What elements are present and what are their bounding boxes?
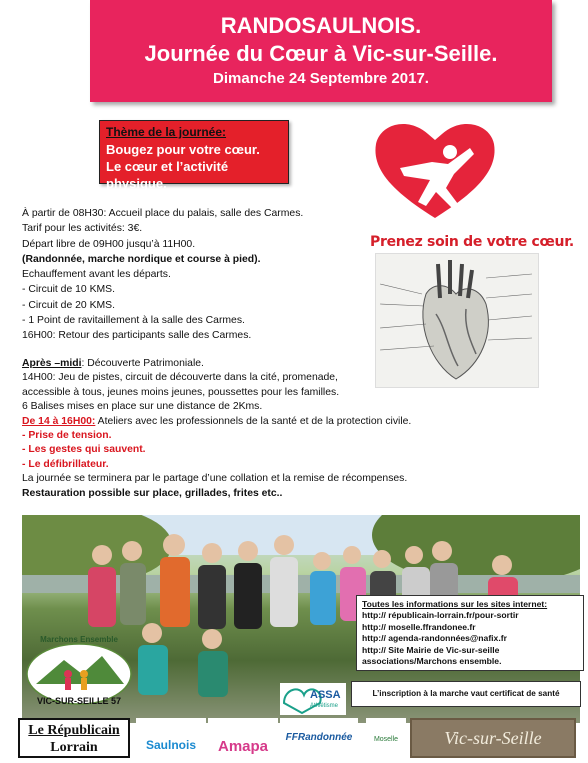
theme-line-2: Le cœur et l’activité physique.	[106, 159, 229, 191]
info-heading: Toutes les informations sur les sites internet:	[362, 599, 548, 609]
banner-subtitle: Journée du Cœur à Vic-sur-Seille.	[144, 41, 498, 66]
health-certificate-note: L’inscription à la marche vaut certificat de santé	[351, 681, 581, 707]
republicain-line1: Le Républicain	[28, 723, 120, 738]
program-line: - 1 Point de ravitaillement à la salle des Carmes.	[22, 315, 245, 327]
food-line: Restauration possible sur place, grillades, frites etc..	[22, 487, 283, 499]
program-line: À partir de 08H30: Accueil place du palais, salle des Carmes.	[22, 208, 304, 219]
workshop-item: - Les gestes qui sauvent.	[22, 444, 146, 456]
marchons-ensemble-logo	[24, 630, 134, 710]
afternoon-heading	[22, 357, 482, 371]
theme-heading: Thème de la journée:	[106, 125, 227, 139]
morning-program	[22, 206, 367, 344]
program-line: - Circuit de 10 KMS.	[22, 284, 115, 296]
moselle-logo: Moselle	[366, 718, 406, 758]
program-line: Tarif pour les activités: 3€.	[22, 223, 143, 235]
info-box	[356, 595, 584, 671]
banner-date: Dimanche 24 Septembre 2017.	[213, 70, 429, 87]
afternoon-line: 6 Balises mises en place sur une distance de 2Kms.	[22, 401, 263, 413]
afternoon-line: accessible à tous, jeunes moins jeunes, poussettes pour les familles.	[22, 386, 340, 398]
assa-name: ASSA	[310, 689, 341, 701]
info-link[interactable]: http:// républicain-lorrain.fr/pour-sortir	[362, 610, 519, 621]
assa-logo-mark	[280, 683, 346, 715]
workshop-text: Ateliers avec les professionnels de la santé et de la protection civile.	[95, 415, 412, 427]
workshop-heading	[22, 415, 482, 429]
sponsor-logos	[18, 718, 578, 760]
ffrandonnee-logo: FFRandonnée	[280, 718, 358, 758]
info-link[interactable]: associations/Marchons ensemble.	[362, 656, 502, 667]
program-line: Départ libre de 09H00 jusqu’à 11H00.	[22, 238, 196, 250]
afternoon-program	[22, 357, 482, 501]
saulnois-logo: Saulnois	[136, 718, 206, 758]
program-line: - Circuit de 20 KMS.	[22, 299, 115, 311]
info-link[interactable]: http:// moselle.ffrandonee.fr	[362, 621, 476, 632]
info-link[interactable]: http:// Site Mairie de Vic-sur-seille	[362, 644, 500, 655]
banner-title: RANDOSAULNOIS.	[220, 13, 422, 38]
vic-sur-seille-logo: Vic-sur-Seille	[410, 718, 576, 758]
program-line: 16H00: Retour des participants salle des Carmes.	[22, 330, 252, 342]
info-link[interactable]: http:// agenda-randonnées@nafix.fr	[362, 633, 507, 644]
workshop-item: - Prise de tension.	[22, 430, 112, 442]
republicain-line2: Lorrain	[50, 740, 98, 755]
afternoon-line: 14H00: Jeu de pistes, circuit de découverte dans la cité, promenade,	[22, 372, 338, 384]
title-banner	[90, 0, 552, 102]
theme-line-1: Bougez pour votre cœur.	[106, 142, 260, 157]
theme-box	[99, 120, 289, 191]
assa-sub: Athlétisme	[310, 703, 339, 709]
workshop-item: - Le défibrillateur.	[22, 458, 109, 470]
program-line: Echauffement avant les départs.	[22, 269, 171, 281]
program-line: (Randonnée, marche nordique et course à pied).	[22, 253, 261, 265]
assa-logo	[280, 683, 346, 715]
heart-person-logo	[370, 118, 500, 223]
amapa-logo: Amapa	[208, 718, 278, 758]
republicain-lorrain-logo	[18, 718, 130, 758]
afternoon-title: : Découverte Patrimoniale.	[81, 358, 204, 369]
afternoon-label: Après –midi	[22, 358, 82, 369]
marchons-place: VIC-SUR-SEILLE 57	[36, 696, 122, 706]
closing-line: La journée se terminera par le partage d’une collation et la remise de récompenses.	[22, 473, 408, 485]
heart-tagline: Prenez soin de votre cœur.	[370, 234, 574, 250]
marchons-title: Marchons Ensemble	[40, 635, 118, 644]
workshop-label: De 14 à 16H00:	[22, 415, 96, 427]
